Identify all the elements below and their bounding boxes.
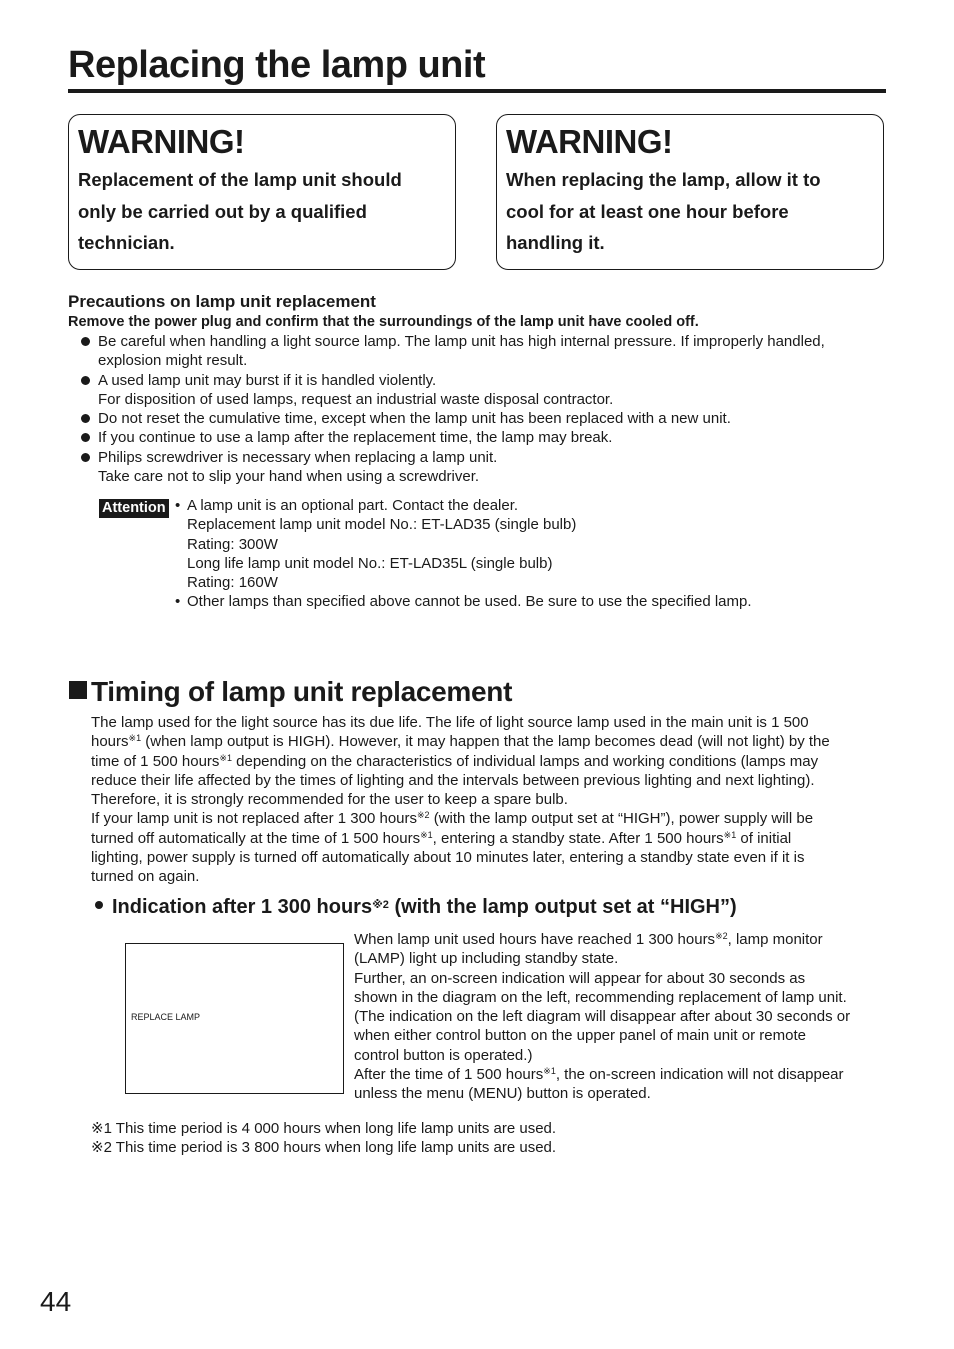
subsection-heading: Indication after 1 300 hours$^{※2}$ (with the lamp output set at “HIGH”): [95, 896, 737, 919]
list-item-text: A lamp unit is an optional part. Contact the dealer.: [187, 497, 519, 514]
text-line: turned on again.: [91, 868, 200, 886]
text-line: (The indication on the left diagram will disappear after about 30 seconds or: [354, 1008, 851, 1026]
text-line: turned off automatically at the time of 1 500 hours$^{※1}$, entering a standby state. After 1 500 hours$^{※1}$ of initial: [91, 829, 792, 847]
list-item-text: A used lamp unit may burst if it is handled violently.: [98, 371, 437, 389]
list-item-text: Long life lamp unit model No.: ET-LAD35L (single bulb): [187, 554, 553, 572]
precautions-heading: Precautions on lamp unit replacement: [68, 292, 376, 311]
title-divider: [68, 89, 886, 93]
list-item-text: Take care not to slip your hand when using a screwdriver.: [98, 468, 480, 486]
page-title: Replacing the lamp unit: [68, 44, 486, 86]
text-line: time of 1 500 hours$^{※1}$ depending on the characteristics of individual lamps and working conditions (lamps may: [91, 752, 819, 770]
list-item-text: Philips screwdriver is necessary when replacing a lamp unit.: [98, 448, 498, 466]
bullet-icon: [81, 433, 90, 442]
list-item: [78, 409, 886, 428]
footnote-ref: ※2: [417, 810, 430, 821]
footnote-ref: ※1: [543, 1066, 556, 1077]
footnote-ref: ※1: [723, 829, 737, 840]
timing-paragraph: [91, 713, 891, 887]
footnote-ref: ※2: [715, 931, 728, 941]
list-item-text: Other lamps than specified above cannot be used. Be sure to use the specified lamp.: [187, 593, 752, 611]
list-item-text: Rating: 160W: [187, 574, 278, 592]
section-heading-text: Timing of lamp unit replacement: [91, 676, 513, 707]
bullet-icon: •: [175, 497, 181, 514]
attention-list: [175, 496, 875, 612]
text-line: control button is operated.): [354, 1046, 533, 1064]
indication-paragraph: [354, 930, 894, 1104]
footnote-ref: ※1: [219, 752, 232, 763]
list-item: [78, 332, 886, 371]
footnote-ref: ※1: [128, 733, 142, 744]
list-item-text: For disposition of used lamps, request an industrial waste disposal contractor.: [98, 390, 614, 408]
text-line: lighting, power supply is turned off automatically about 10 minutes later, entering a standby state even if it is: [91, 849, 805, 867]
footnote-ref: ※1: [420, 829, 433, 840]
attention-badge: Attention: [99, 499, 169, 518]
warning-line: only be carried out by a qualified: [78, 200, 367, 222]
warning-line: cool for at least one hour before: [506, 200, 789, 222]
text-line: Therefore, it is strongly recommended for the user to keep a spare bulb.: [91, 791, 568, 809]
warning-line: technician.: [78, 232, 175, 253]
text-line: reduce their life affected by the times of lighting and the intervals between previous lighting and next lighting).: [91, 771, 815, 789]
bullet-icon: [81, 376, 90, 385]
list-item-text: If you continue to use a lamp after the replacement time, the lamp may break.: [98, 429, 613, 447]
warning-title: WARNING!: [506, 123, 673, 160]
text-line: After the time of 1 500 hours$^{※1}$, the on-screen indication will not disappear: [354, 1066, 844, 1084]
bullet-icon: [81, 414, 90, 423]
precautions-list: [78, 332, 886, 486]
list-item: [78, 371, 886, 410]
warning-line: When replacing the lamp, allow it to: [506, 169, 821, 190]
list-item: [175, 496, 875, 592]
text-line: shown in the diagram on the left, recommending replacement of lamp unit.: [354, 988, 847, 1006]
footnote: ※2 This time period is 3 800 hours when long life lamp units are used.: [91, 1139, 557, 1157]
warning-line: Replacement of the lamp unit should: [78, 169, 402, 190]
text-line: hours$^{※1}$ (when lamp output is HIGH). However, it may happen that the lamp becomes dead (will not light) by the: [91, 733, 830, 751]
bullet-icon: [95, 901, 103, 909]
precautions-subheading: Remove the power plug and confirm that the surroundings of the lamp unit have cooled off.: [68, 314, 699, 330]
page-number: 44: [40, 1286, 72, 1317]
text-line: Further, an on-screen indication will appear for about 30 seconds as: [354, 969, 806, 987]
text-line: If your lamp unit is not replaced after 1 300 hours$^{※2}$ (with the lamp output set at “HIGH”), power supply will be: [91, 810, 814, 828]
warning-box-technician: [68, 114, 456, 270]
footnote-ref: ※2: [372, 899, 389, 911]
warning-text: [506, 164, 871, 259]
osd-label: REPLACE LAMP: [131, 1012, 201, 1022]
bullet-icon: [81, 337, 90, 346]
bullet-icon: [81, 453, 90, 462]
warning-text: [78, 164, 443, 259]
text-line: unless the menu (MENU) button is operated.: [354, 1085, 651, 1103]
square-bullet-icon: [69, 681, 87, 699]
list-item: [175, 592, 875, 611]
text-line: (LAMP) light up including standby state.: [354, 950, 619, 968]
onscreen-display-diagram: [125, 943, 344, 1094]
section-heading: [69, 676, 512, 708]
bullet-icon: •: [175, 593, 181, 611]
footnotes: [91, 1119, 556, 1158]
text-line: when either control button on the upper panel of main unit or remote: [354, 1027, 806, 1045]
list-item-text: Replacement lamp unit model No.: ET-LAD35 (single bulb): [187, 516, 577, 534]
list-item: [78, 448, 886, 487]
list-item: [78, 428, 886, 447]
text-line: When lamp unit used hours have reached 1 300 hours$^{※2}$, lamp monitor: [354, 931, 823, 948]
warning-box-cooling: [496, 114, 884, 270]
warning-line: handling it.: [506, 232, 605, 253]
list-item-text: Be careful when handling a light source lamp. The lamp unit has high internal pressure. If improperly handled,: [98, 333, 825, 350]
list-item-text: Do not reset the cumulative time, except when the lamp unit has been replaced with a new unit.: [98, 410, 731, 428]
list-item-text: Rating: 300W: [187, 535, 278, 553]
text-line: The lamp used for the light source has its due life. The life of light source lamp used in the main unit is 1 500: [91, 714, 809, 731]
warning-title: WARNING!: [78, 123, 245, 160]
footnote: ※1 This time period is 4 000 hours when long life lamp units are used.: [91, 1120, 557, 1137]
list-item-text: explosion might result.: [98, 352, 248, 370]
